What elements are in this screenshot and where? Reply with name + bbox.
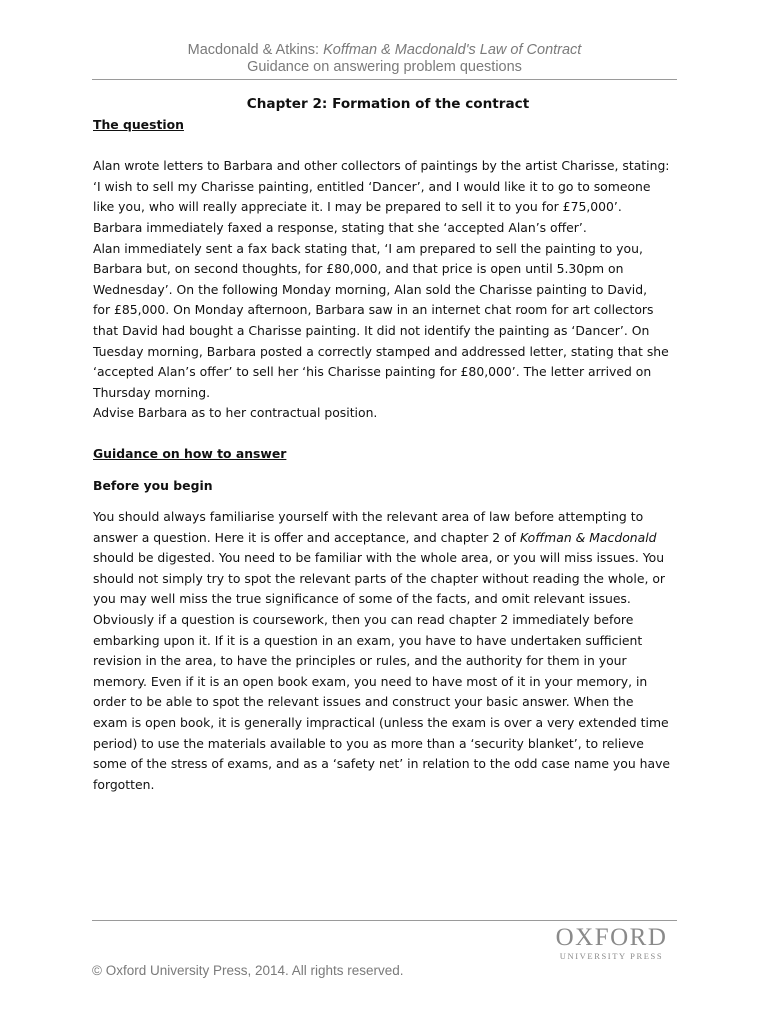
- guidance-line: should not simply try to spot the relevant parts of the chapter without reading the whole, or: [93, 570, 666, 586]
- question-line: for £85,000. On Monday afternoon, Barbara saw in an internet chat room for art collectors: [93, 302, 654, 318]
- question-line: Tuesday morning, Barbara posted a correctly stamped and addressed letter, stating that she: [93, 343, 669, 359]
- guidance-line: should be digested. You need to be familiar with the whole area, or you will miss issues. You: [93, 550, 665, 566]
- footer-divider: [92, 920, 677, 921]
- question-line: ‘accepted Alan’s offer’ to sell her ‘his Charisse painting for £80,000’. The letter arrived on: [93, 364, 652, 380]
- question-line: Advise Barbara as to her contractual position.: [93, 405, 378, 421]
- question-line: ‘I wish to sell my Charisse painting, entitled ‘Dancer’, and I would like it to go to someone: [93, 178, 651, 194]
- logo-name: OXFORD: [555, 924, 668, 951]
- question-line: Thursday morning.: [93, 384, 211, 400]
- header-divider: [92, 79, 677, 80]
- guidance-line: some of the stress of exams, and as a ‘safety net’ in relation to the odd case name you have: [93, 756, 671, 772]
- question-line: Barbara immediately faxed a response, stating that she ‘accepted Alan’s offer’.: [93, 219, 587, 235]
- guidance-line: You should always familiarise yourself with the relevant area of law before attempting to: [93, 509, 644, 525]
- header-subtitle: Guidance on answering problem questions: [247, 59, 522, 75]
- header-authors: Macdonald & Atkins:: [187, 42, 324, 58]
- guidance-line: exam is open book, it is generally impractical (unless the exam is over a very extended time: [93, 715, 669, 731]
- guidance-line: embarking upon it. If it is a question in an exam, you have to have undertaken sufficient: [93, 632, 643, 648]
- header-citation: [92, 42, 677, 59]
- guidance-line: period) to use the materials available to you as more than a ‘security blanket’, to relieve: [93, 735, 644, 751]
- question-line: Alan wrote letters to Barbara and other collectors of paintings by the artist Charisse, stating:: [93, 158, 670, 174]
- book-reference: Koffman & Macdonald: [519, 529, 657, 545]
- logo-sub: UNIVERSITY PRESS: [559, 951, 664, 961]
- chapter-title: Chapter 2: Formation of the contract: [246, 96, 530, 112]
- question-line: that David had bought a Charisse painting. It did not identify the painting as ‘Dancer’. On: [93, 322, 650, 338]
- page-header: [92, 42, 677, 76]
- guidance-line: you may well miss the true significance of some of the facts, and omit relevant issues.: [93, 591, 631, 607]
- guidance-line: order to be able to spot the relevant issues and construct your basic answer. When the: [93, 694, 634, 710]
- oxford-logo: [548, 925, 675, 961]
- guidance-line-text: answer a question. Here it is offer and acceptance, and chapter 2 of: [93, 529, 520, 545]
- guidance-line: forgotten.: [93, 776, 155, 792]
- guidance-line: Obviously if a question is coursework, then you can read chapter 2 immediately before: [93, 612, 634, 628]
- guidance-heading: Guidance on how to answer: [93, 445, 287, 461]
- header-book-title: Koffman & Macdonald's Law of Contract: [323, 42, 582, 58]
- question-heading: The question: [93, 116, 184, 132]
- question-line: Wednesday’. On the following Monday morning, Alan sold the Charisse painting to David,: [93, 281, 648, 297]
- document-body: [93, 94, 683, 815]
- question-text: [93, 156, 683, 424]
- guidance-line: revision in the area, to have the principles or rules, and the authority for them in your: [93, 653, 627, 669]
- copyright-footer: © Oxford University Press, 2014. All rights reserved.: [92, 963, 404, 978]
- question-line: Barbara but, on second thoughts, for £80,000, and that price is open until 5.30pm on: [93, 261, 624, 277]
- guidance-rest: [93, 548, 683, 795]
- question-line: like you, who will really appreciate it. I may be prepared to sell it to you for £75,000’.: [93, 199, 622, 215]
- before-you-begin-heading: Before you begin: [93, 477, 213, 493]
- guidance-line: memory. Even if it is an open book exam, you need to have most of it in your memory, in: [93, 673, 648, 689]
- guidance-text: [93, 507, 683, 795]
- guidance-line: [93, 528, 683, 549]
- question-line: Alan immediately sent a fax back stating that, ‘I am prepared to sell the painting to you,: [93, 240, 643, 256]
